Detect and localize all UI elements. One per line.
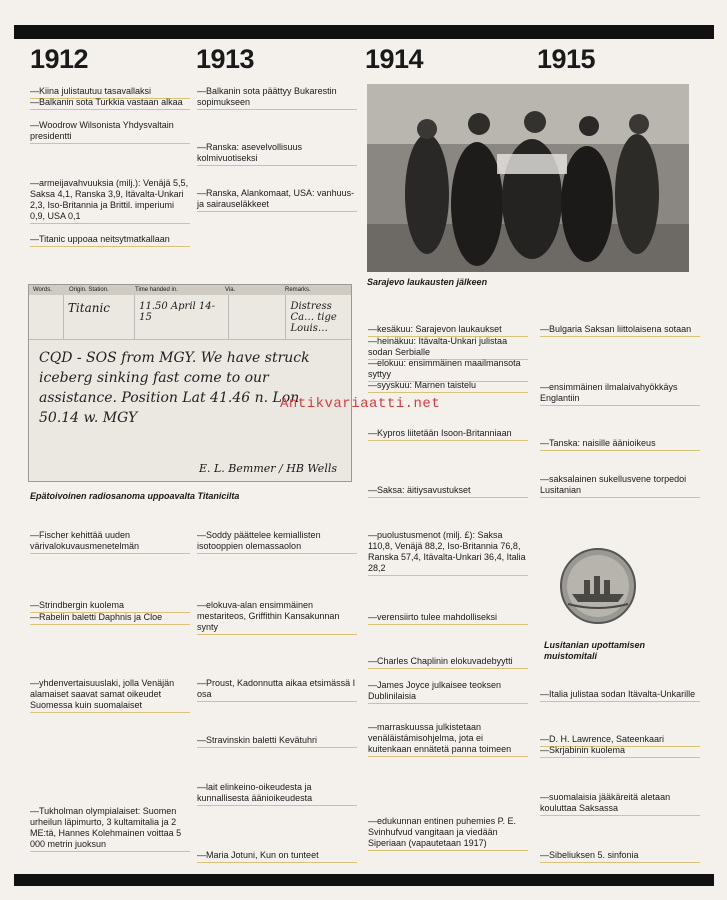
entry-1914-5: —Saksa: äitiysavustukset	[368, 485, 528, 498]
year-1912: 1912	[30, 44, 89, 74]
radiogram-col-via: Via.	[225, 287, 236, 293]
radiogram-remark: Distress Ca… tige Louis…	[290, 301, 337, 334]
entry-1914-7: —verensiirto tulee mahdolliseksi	[368, 612, 528, 625]
sarajevo-photo	[367, 84, 689, 272]
entry-1912-0: —Kiina julistautuu tasavallaksi	[30, 86, 190, 99]
radiogram-body: CQD - SOS from MGY. We have struck iceberg sinking fast come to our assistance. Position Lat 41.46 n. Lon 50.14 w. MGY	[39, 350, 310, 426]
bottom-bar	[14, 874, 714, 886]
entry-1912-2: —Woodrow Wilsonista Yhdysvaltain presidentti	[30, 120, 190, 144]
sarajevo-caption: Sarajevo laukausten jälkeen	[367, 277, 488, 287]
entry-1914-4: —Kypros liitetään Isoon-Britanniaan	[368, 428, 528, 441]
entry-1915-0: —Bulgaria Saksan liittolaisena sotaan	[540, 324, 700, 337]
entry-1914-2: —elokuu: ensimmäinen maailmansota syttyy	[368, 358, 528, 382]
entry-1912-4: —Titanic uppoaa neitsytmatkallaan	[30, 234, 190, 247]
entry-1913-5: —Proust, Kadonnutta aikaa etsimässä I osa	[197, 678, 357, 702]
top-bar	[14, 25, 714, 39]
radiogram-col-words: Words.	[33, 287, 52, 293]
entry-1913-1: —Ranska: asevelvollisuus kolmivuotiseksi	[197, 142, 357, 166]
watermark: Antikvariaatti.net	[280, 396, 441, 412]
entry-1914-1: —heinäkuu: Itävalta-Unkari julistaa sodan Serbialle	[368, 336, 528, 360]
entry-1913-8: —Maria Jotuni, Kun on tunteet	[197, 850, 357, 863]
radiogram-col-origin: Origin. Station.	[69, 287, 109, 293]
entry-1913-0: —Balkanin sota päättyy Bukarestin sopimukseen	[197, 86, 357, 110]
entry-1913-4: —elokuva-alan ensimmäinen mestariteos, Griffithin Kansakunnan synty	[197, 600, 357, 635]
entry-1912-3: —armeijavahvuuksia (milj.): Venäjä 5,5, Saksa 4,1, Ranska 3,9, Itävalta-Unkari 2,3, Iso-Britannia ja Brittil. imperiumi 0,9, USA 0,1	[30, 178, 190, 224]
lusitania-medal	[558, 546, 638, 626]
lusitania-caption: Lusitanian upottamisen muistomitali	[544, 640, 646, 661]
year-1915: 1915	[537, 44, 596, 74]
entry-1914-11: —edukunnan entinen puhemies P. E. Svinhufvud vangitaan ja viedään Siperiaan (vapautetaan 1917)	[368, 816, 528, 851]
entry-1915-3: —saksalainen sukellusvene torpedoi Lusitanian	[540, 474, 700, 498]
entry-1914-8: —Charles Chaplinin elokuvadebyytti	[368, 656, 528, 669]
entry-1912-1: —Balkanin sota Turkkia vastaan alkaa	[30, 97, 190, 110]
entry-1915-7: —suomalaisia jääkäreitä aletaan kouluttaa Saksassa	[540, 792, 700, 816]
radiogram-header	[29, 285, 351, 295]
entry-1915-2: —Tanska: naisille äänioikeus	[540, 438, 700, 451]
radiogram-signatures: E. L. Bemmer / HB Wells	[198, 462, 337, 475]
entry-1912-9: —Tukholman olympialaiset: Suomen urheilun läpimurto, 3 kultamitalia ja 2 ME:tä, Hannes Kolehmainen voittaa 5 000 metrin juoksun	[30, 806, 190, 852]
entry-1915-8: —Sibeliuksen 5. sinfonia	[540, 850, 700, 863]
entry-1912-8: —yhdenvertaisuuslaki, jolla Venäjän alamaiset saavat samat oikeudet Suomessa kuin suomalaiset	[30, 678, 190, 713]
radiogram-col-remarks: Remarks.	[285, 287, 311, 293]
entry-1915-5: —D. H. Lawrence, Sateenkaari	[540, 734, 700, 747]
radiogram-ship: Titanic	[64, 295, 135, 339]
entry-1915-4: —Italia julistaa sodan Itävalta-Unkarille	[540, 689, 700, 702]
entry-1914-10: —marraskuussa julkistetaan venäläistämisohjelma, jota ei kuitenkaan ennätetä panna toimeen	[368, 722, 528, 757]
entry-1914-6: —puolustusmenot (milj. £): Saksa 110,8, Venäjä 88,2, Iso-Britannia 76,8, Ranska 57,4, Itävalta-Unkari 36,4, Italia 28,2	[368, 530, 528, 576]
entry-1914-9: —James Joyce julkaisee teoksen Dublinilaisia	[368, 680, 528, 704]
year-1913: 1913	[196, 44, 255, 74]
entry-1912-5: —Fischer kehittää uuden värivalokuvausmenetelmän	[30, 530, 190, 554]
entry-1912-6: —Strindbergin kuolema	[30, 600, 190, 613]
entry-1913-7: —lait elinkeino-oikeudesta ja kunnallisesta äänioikeudesta	[197, 782, 357, 806]
entry-1912-7: —Rabelin baletti Daphnis ja Cloe	[30, 612, 190, 625]
entry-1913-2: —Ranska, Alankomaat, USA: vanhuus- ja sairauseläkkeet	[197, 188, 357, 212]
entry-1914-3: —syyskuu: Marnen taistelu	[368, 380, 528, 393]
entry-1915-6: —Skrjabinin kuolema	[540, 745, 700, 758]
entry-1914-0: —kesäkuu: Sarajevon laukaukset	[368, 324, 528, 337]
radiogram-time: 11.50 April 14-15	[135, 295, 229, 339]
year-1914: 1914	[365, 44, 424, 74]
titanic-caption: Epätoivoinen radiosanoma uppoavalta Titanicilta	[30, 491, 240, 501]
entry-1915-1: —ensimmäinen ilmalaivahyökkäys Englantiin	[540, 382, 700, 406]
entry-1913-3: —Soddy päättelee kemiallisten isotooppien olemassaolon	[197, 530, 357, 554]
radiogram-col-time: Time handed in.	[135, 287, 178, 293]
titanic-radiogram	[28, 284, 352, 482]
entry-1913-6: —Stravinskin baletti Kevätuhri	[197, 735, 357, 748]
